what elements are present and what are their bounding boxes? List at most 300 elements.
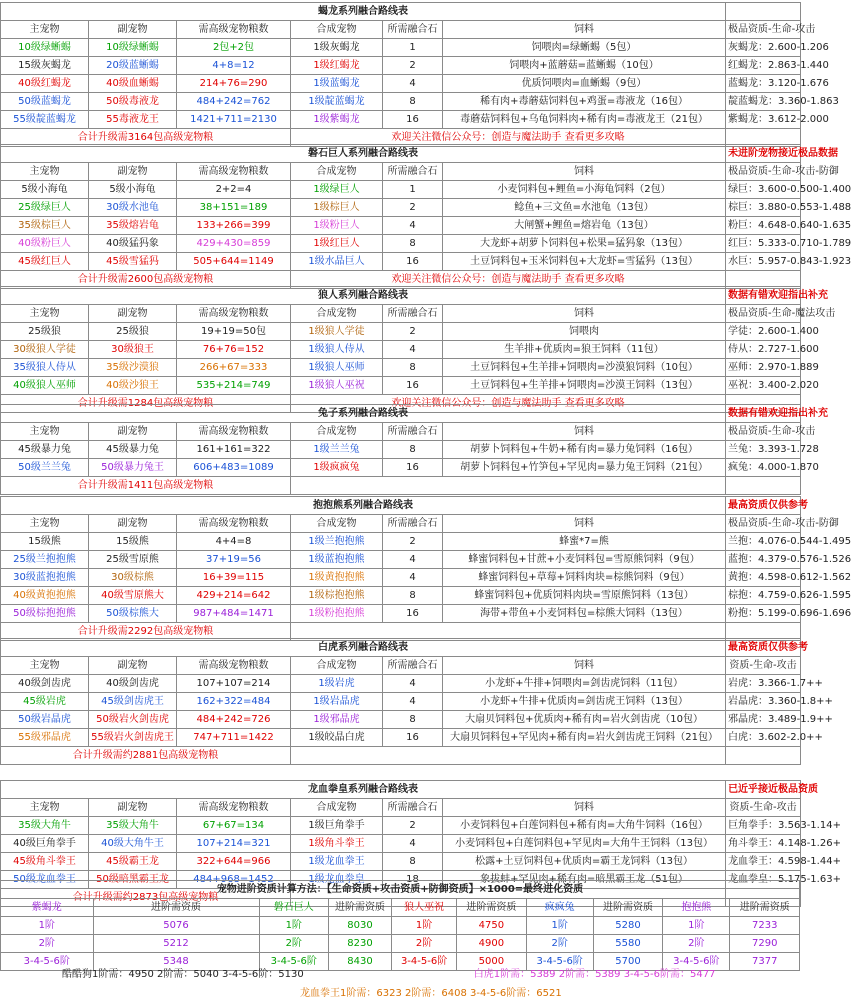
table-cell: 1级岩虎	[291, 675, 383, 693]
wechat-promo	[291, 477, 726, 495]
dragon-requirements-line	[0, 985, 800, 1002]
table-title: 兔子系列融合路线表	[1, 405, 726, 423]
table-cell	[726, 747, 801, 765]
column-header: 饲料	[443, 515, 726, 533]
advance-header-row	[1, 899, 800, 917]
column-header: 合成宠物	[291, 657, 383, 675]
table-cell: 小麦饲料包+白莲饲料包+罕见肉=大角牛王饲料（13包）	[443, 835, 726, 853]
stage-value: 5212	[93, 935, 259, 953]
table-cell: 429+214=642	[177, 587, 291, 605]
column-header: 需高级宠物粮数	[177, 515, 291, 533]
table-cell: 133+266=399	[177, 217, 291, 235]
table-cell: 1级岩晶虎	[291, 693, 383, 711]
table-cell: 粉抱：5.199-0.696-1.696	[726, 605, 801, 623]
table-cell: 兰抱：4.076-0.544-1.495	[726, 533, 801, 551]
column-header: 所需融合石	[383, 163, 443, 181]
table-cell: 水巨：5.957-0.843-1.923	[726, 253, 801, 271]
column-header: 饲料	[443, 799, 726, 817]
column-header: 主宠物	[1, 799, 89, 817]
stage-label: 1阶	[663, 917, 730, 935]
table-cell: 162+322=484	[177, 693, 291, 711]
table-cell: 1级狼人巫师	[291, 359, 383, 377]
table-cell: 1	[383, 181, 443, 199]
column-header: 副宠物	[89, 799, 177, 817]
column-header: 饲料	[443, 21, 726, 39]
table-cell: 40级大角牛王	[89, 835, 177, 853]
requirement-label: 进阶需资质	[593, 899, 662, 917]
table-cell: 巨角拳手：3.563-1.14+	[726, 817, 801, 835]
formula-text: 宠物进阶资质计算方法：【生命资质+攻击资质+防御资质】×1000=最终进化资质	[1, 881, 800, 899]
table-cell: 35级熔岩龟	[89, 217, 177, 235]
wechat-promo: 欢迎关注微信公众号：创造与魔法助手 查看更多攻略	[291, 129, 726, 147]
total-food-note: 合计升级需2292包高级宠物粮	[1, 623, 291, 641]
table-footer-row	[1, 747, 801, 765]
table-cell: 侍从：2.727-1.600	[726, 341, 801, 359]
table-cell: 1级疯疯兔	[291, 459, 383, 477]
column-header: 合成宠物	[291, 515, 383, 533]
total-food-note: 合计升级需2600包高级宠物粮	[1, 271, 291, 289]
stage-value: 5000	[457, 953, 526, 971]
stage-label: 2阶	[526, 935, 593, 953]
table-cell: 37+19=56	[177, 551, 291, 569]
dragon-requirements: 龙血拳王1阶需：6323 2阶需：6408 3-4-5-6阶需：6521	[300, 988, 562, 999]
side-note: 数据有错欢迎指出补充	[726, 405, 801, 423]
table-cell: 优质饲喂肉=血蜥蜴（9包）	[443, 75, 726, 93]
table-cell: 1级蓝抱抱熊	[291, 551, 383, 569]
table-cell: 土豆饲料包+生羊排+饲喂肉=沙漠狼饲料（10包）	[443, 359, 726, 377]
table-cell: 45级红巨人	[1, 253, 89, 271]
table-title-row	[1, 145, 801, 163]
column-header: 主宠物	[1, 423, 89, 441]
requirement-label: 进阶需资质	[328, 899, 391, 917]
table-cell: 25级雪原熊	[89, 551, 177, 569]
table-cell: 16	[383, 459, 443, 477]
side-note: 数据有错欢迎指出补充	[726, 287, 801, 305]
table-cell: 16	[383, 729, 443, 747]
side-note: 未进阶宠物接近极品数据	[726, 145, 801, 163]
table-row	[1, 217, 801, 235]
table-cell: 8	[383, 441, 443, 459]
table-row	[1, 693, 801, 711]
table-cell: 987+484=1471	[177, 605, 291, 623]
table-cell: 484+968=1452	[177, 871, 291, 889]
requirement-label: 进阶需资质	[93, 899, 259, 917]
table-cell: 棕巨：3.880-0.553-1.488	[726, 199, 801, 217]
table-cell: 4	[383, 217, 443, 235]
table-row	[1, 441, 801, 459]
formula-row	[1, 881, 800, 899]
table-cell: 40级猛犸象	[89, 235, 177, 253]
table-cell: 小麦饲料包+鲤鱼=小海龟饲料（2包）	[443, 181, 726, 199]
stage-label: 3-4-5-6阶	[1, 953, 94, 971]
table-cell: 8	[383, 359, 443, 377]
table-cell: 50级岩晶虎	[1, 711, 89, 729]
table-cell: 67+67=134	[177, 817, 291, 835]
table-cell: 40级黄抱抱熊	[1, 587, 89, 605]
table-cell: 巫祝：3.400-2.020	[726, 377, 801, 395]
table-cell: 黄抱：4.598-0.612-1.562	[726, 569, 801, 587]
table-cell: 1级水晶巨人	[291, 253, 383, 271]
table-row	[1, 359, 801, 377]
table-cell: 55级岩火剑齿虎王	[89, 729, 177, 747]
table-cell: 505+644=1149	[177, 253, 291, 271]
table-cell: 1级兰兰兔	[291, 441, 383, 459]
column-header: 主宠物	[1, 305, 89, 323]
table-cell: 8	[383, 711, 443, 729]
table-cell: 10级绿蜥蜴	[1, 39, 89, 57]
requirement-label: 进阶需资质	[730, 899, 800, 917]
fusion-route-table	[0, 404, 829, 495]
table-cell: 1421+711=2130	[177, 111, 291, 129]
table-cell: 绿巨：3.600-0.500-1.400	[726, 181, 801, 199]
table-cell: 大扇贝饲料包+罕见肉+稀有肉=岩火剑齿虎王饲料（21包）	[443, 729, 726, 747]
table-cell: 18	[383, 871, 443, 889]
column-header: 所需融合石	[383, 515, 443, 533]
table-row	[1, 605, 801, 623]
table-cell: 鲶鱼+三文鱼=水池龟（13包）	[443, 199, 726, 217]
column-header: 所需融合石	[383, 21, 443, 39]
table-cell: 4	[383, 693, 443, 711]
table-cell: 1级邪晶虎	[291, 711, 383, 729]
table-title: 蝎龙系列融合路线表	[1, 3, 726, 21]
table-cell: 30级棕熊	[89, 569, 177, 587]
table-row	[1, 235, 801, 253]
table-header-row	[1, 423, 801, 441]
table-cell: 1级棕抱抱熊	[291, 587, 383, 605]
table-cell: 4	[383, 569, 443, 587]
table-row	[1, 323, 801, 341]
table-cell: 土豆饲料包+玉米饲料包+大龙虾=雪猛犸（13包）	[443, 253, 726, 271]
table-cell: 747+711=1422	[177, 729, 291, 747]
table-title: 白虎系列融合路线表	[1, 639, 726, 657]
column-header: 饲料	[443, 305, 726, 323]
table-cell: 16	[383, 377, 443, 395]
table-title-row	[1, 781, 801, 799]
table-cell: 40级红蝎龙	[1, 75, 89, 93]
table-cell: 50级暗黑霸王龙	[89, 871, 177, 889]
table-cell: 45级角斗拳王	[1, 853, 89, 871]
table-cell: 粉巨：4.648-0.640-1.635	[726, 217, 801, 235]
table-cell: 4	[383, 341, 443, 359]
column-header: 主宠物	[1, 163, 89, 181]
table-cell: 50级兰兰兔	[1, 459, 89, 477]
table-cell: 棕抱：4.759-0.626-1.595	[726, 587, 801, 605]
column-header: 主宠物	[1, 21, 89, 39]
column-header: 极品资质-生命-攻击-防御	[726, 515, 801, 533]
table-cell: 40级巨角拳手	[1, 835, 89, 853]
table-cell: 1级棕巨人	[291, 199, 383, 217]
table-cell: 龙血拳皇：5.175-1.63+	[726, 871, 801, 889]
stage-value: 5580	[593, 935, 662, 953]
table-cell: 1级绿巨人	[291, 181, 383, 199]
table-cell: 岩虎：3.366-1.7++	[726, 675, 801, 693]
table-cell: 蜂蜜饲料包+草莓+饲料肉块=棕熊饲料（9包）	[443, 569, 726, 587]
pet-name: 紫蝎龙	[1, 899, 94, 917]
column-header: 饲料	[443, 657, 726, 675]
table-cell: 1级龙血拳王	[291, 853, 383, 871]
table-cell: 海带+带鱼+小麦饲料包=棕熊大饲料（13包）	[443, 605, 726, 623]
column-header: 需高级宠物粮数	[177, 657, 291, 675]
pet-name: 抱抱熊	[663, 899, 730, 917]
table-cell: 40级雪原熊大	[89, 587, 177, 605]
table-title: 龙血拳皇系列融合路线表	[1, 781, 726, 799]
table-cell: 45级雪猛犸	[89, 253, 177, 271]
table-cell: 蜂蜜饲料包+优质饲料肉块=雪原熊饲料（13包）	[443, 587, 726, 605]
stage-label: 1阶	[526, 917, 593, 935]
stage-value: 7377	[730, 953, 800, 971]
table-cell: 饲喂肉=绿蜥蜴（5包）	[443, 39, 726, 57]
table-cell: 2	[383, 817, 443, 835]
table-cell: 2	[383, 57, 443, 75]
column-header: 需高级宠物粮数	[177, 163, 291, 181]
column-header: 极品资质-生命-攻击	[726, 423, 801, 441]
table-cell: 1级兰抱抱熊	[291, 533, 383, 551]
fusion-route-table	[0, 144, 851, 289]
table-cell: 40级剑齿虎	[1, 675, 89, 693]
table-cell: 40级狼人巫师	[1, 377, 89, 395]
table-cell: 2包+2包	[177, 39, 291, 57]
fusion-route-table	[0, 286, 836, 413]
table-cell: 30级蓝抱抱熊	[1, 569, 89, 587]
table-cell: 50级龙血拳王	[1, 871, 89, 889]
table-cell: 2	[383, 199, 443, 217]
table-cell: 1级红蝎龙	[291, 57, 383, 75]
table-cell: 322+644=966	[177, 853, 291, 871]
stage-value: 5348	[93, 953, 259, 971]
column-header: 副宠物	[89, 163, 177, 181]
table-cell: 50级毒液龙	[89, 93, 177, 111]
column-header: 资质-生命-攻击	[726, 799, 801, 817]
table-cell: 松露+土豆饲料包+优质肉=霸王龙饲料（13包）	[443, 853, 726, 871]
table-cell: 429+430=859	[177, 235, 291, 253]
table-cell: 红蝎龙：2.863-1.440	[726, 57, 801, 75]
table-row	[1, 459, 801, 477]
stage-value: 5280	[593, 917, 662, 935]
fusion-route-table	[0, 496, 851, 641]
table-header-row	[1, 21, 801, 39]
table-cell: 蓝蝎龙：3.120-1.676	[726, 75, 801, 93]
table-cell: 1级狼人学徒	[291, 323, 383, 341]
table-header-row	[1, 799, 801, 817]
table-cell: 45级岩虎	[1, 693, 89, 711]
table-cell: 兰兔：3.393-1.728	[726, 441, 801, 459]
table-row	[1, 75, 801, 93]
table-cell: 大扇贝饲料包+优质肉+稀有肉=岩火剑齿虎（10包）	[443, 711, 726, 729]
table-cell: 角斗拳王：4.148-1.26+	[726, 835, 801, 853]
requirement-label: 进阶需资质	[457, 899, 526, 917]
advancement-table	[0, 880, 800, 971]
column-header: 合成宠物	[291, 163, 383, 181]
stage-label: 2阶	[259, 935, 328, 953]
total-food-note: 合计升级需3164包高级宠物粮	[1, 129, 291, 147]
table-cell: 30级狼人学徒	[1, 341, 89, 359]
table-title: 抱抱熊系列融合路线表	[1, 497, 726, 515]
table-cell: 4	[383, 675, 443, 693]
extra-requirements-line	[0, 966, 800, 983]
column-header: 合成宠物	[291, 305, 383, 323]
table-cell: 胡萝卜饲料包+牛奶+稀有肉=暴力兔饲料（16包）	[443, 441, 726, 459]
table-row	[1, 587, 801, 605]
table-title-row	[1, 3, 801, 21]
table-cell: 16	[383, 253, 443, 271]
stage-label: 1阶	[259, 917, 328, 935]
stage-label: 2阶	[1, 935, 94, 953]
table-cell: 10级绿蜥蜴	[89, 39, 177, 57]
table-cell: 20级蓝蜥蜴	[89, 57, 177, 75]
table-cell: 45级剑齿虎王	[89, 693, 177, 711]
stage-label: 3-4-5-6阶	[663, 953, 730, 971]
table-cell: 蓝抱：4.379-0.576-1.526	[726, 551, 801, 569]
table-cell: 1级黄抱抱熊	[291, 569, 383, 587]
table-cell: 4	[383, 835, 443, 853]
table-row	[1, 729, 801, 747]
column-header: 副宠物	[89, 21, 177, 39]
table-cell: 大闸蟹+鲤鱼=熔岩龟（13包）	[443, 217, 726, 235]
table-cell: 毒蘑菇饲料包+乌龟饲料肉+稀有肉=毒液龙王（21包）	[443, 111, 726, 129]
table-cell: 龙血拳王：4.598-1.44+	[726, 853, 801, 871]
column-header: 极品资质-生命-攻击	[726, 21, 801, 39]
table-cell: 40级沙狼王	[89, 377, 177, 395]
table-cell: 1级紫蝎龙	[291, 111, 383, 129]
table-row	[1, 253, 801, 271]
table-row	[1, 111, 801, 129]
side-note: 最高资质仅供参考	[726, 639, 801, 657]
table-row	[1, 181, 801, 199]
table-cell: 15级熊	[1, 533, 89, 551]
table-header-row	[1, 305, 801, 323]
column-header: 主宠物	[1, 515, 89, 533]
table-cell: 1	[383, 39, 443, 57]
tiger-requirements: 白虎1阶需：5389 2阶需：5389 3-4-5-6阶需：5477	[473, 969, 716, 980]
column-header: 所需融合石	[383, 799, 443, 817]
table-cell: 大龙虾+胡萝卜饲料包+松果=猛犸象（13包）	[443, 235, 726, 253]
table-row	[1, 39, 801, 57]
stage-value: 7233	[730, 917, 800, 935]
table-title: 狼人系列融合路线表	[1, 287, 726, 305]
table-cell: 1级巨角拳手	[291, 817, 383, 835]
table-header-row	[1, 163, 801, 181]
table-cell: 50级暴力兔王	[89, 459, 177, 477]
stage-label: 2阶	[663, 935, 730, 953]
table-row	[1, 569, 801, 587]
table-footer-row	[1, 477, 801, 495]
column-header: 主宠物	[1, 657, 89, 675]
table-cell: 16	[383, 111, 443, 129]
table-cell: 40级剑齿虎	[89, 675, 177, 693]
table-title-row	[1, 287, 801, 305]
stage-value: 8430	[328, 953, 391, 971]
table-row	[1, 853, 801, 871]
table-cell: 25级绿巨人	[1, 199, 89, 217]
table-cell: 107+214=321	[177, 835, 291, 853]
total-food-note: 合计升级需1411包高级宠物粮	[1, 477, 291, 495]
fusion-route-table	[0, 2, 839, 147]
table-cell: 2+2=4	[177, 181, 291, 199]
table-cell: 50级棕熊大	[89, 605, 177, 623]
wechat-promo: 欢迎关注微信公众号：创造与魔法助手 查看更多攻略	[291, 271, 726, 289]
stage-value: 5076	[93, 917, 259, 935]
table-row	[1, 199, 801, 217]
table-title-row	[1, 405, 801, 423]
table-cell: 55级靛蓝蝎龙	[1, 111, 89, 129]
table-row	[1, 533, 801, 551]
column-header: 副宠物	[89, 423, 177, 441]
table-cell: 76+76=152	[177, 341, 291, 359]
table-cell: 45级霸王龙	[89, 853, 177, 871]
table-cell: 2	[383, 323, 443, 341]
table-cell: 606+483=1089	[177, 459, 291, 477]
table-cell: 30级狼王	[89, 341, 177, 359]
table-cell: 1级狼人巫祝	[291, 377, 383, 395]
table-cell: 邪晶虎：3.489-1.9++	[726, 711, 801, 729]
table-cell: 55毒液龙王	[89, 111, 177, 129]
table-header-row	[1, 515, 801, 533]
table-cell: 50级蓝蝎龙	[1, 93, 89, 111]
table-cell: 靛蓝蝎龙：3.360-1.863	[726, 93, 801, 111]
column-header: 极品资质-生命-魔法攻击	[726, 305, 801, 323]
table-row	[1, 93, 801, 111]
table-cell: 小龙虾+牛排+饲喂肉=剑齿虎饲料（11包）	[443, 675, 726, 693]
table-cell: 16	[383, 605, 443, 623]
table-cell: 紫蝎龙：3.612-2.000	[726, 111, 801, 129]
table-cell: 蜂蜜*7=熊	[443, 533, 726, 551]
table-row	[1, 57, 801, 75]
table-cell: 30级水池龟	[89, 199, 177, 217]
table-cell: 小麦饲料包+白莲饲料包+稀有肉=大角牛饲料（16包）	[443, 817, 726, 835]
stage-label: 1阶	[392, 917, 457, 935]
table-cell: 象拔蚌+罕见肉+稀有肉=暗黑霸王龙（51包）	[443, 871, 726, 889]
wechat-promo	[291, 747, 726, 765]
column-header: 需高级宠物粮数	[177, 799, 291, 817]
stage-value: 7290	[730, 935, 800, 953]
table-cell: 1级皎晶白虎	[291, 729, 383, 747]
stage-label: 3-4-5-6阶	[392, 953, 457, 971]
table-cell: 8	[383, 235, 443, 253]
table-title-row	[1, 497, 801, 515]
table-cell: 40级粉巨人	[1, 235, 89, 253]
table-cell: 小龙虾+牛排+优质肉=剑齿虎王饲料（13包）	[443, 693, 726, 711]
table-cell: 红巨：5.333-0.710-1.789	[726, 235, 801, 253]
table-cell: 1级粉抱抱熊	[291, 605, 383, 623]
table-cell: 4+8=12	[177, 57, 291, 75]
table-cell: 1级狼人侍从	[291, 341, 383, 359]
table-cell: 5级小海龟	[89, 181, 177, 199]
stage-label: 3-4-5-6阶	[259, 953, 328, 971]
column-header: 合成宠物	[291, 423, 383, 441]
table-cell: 19+19=50包	[177, 323, 291, 341]
column-header: 所需融合石	[383, 423, 443, 441]
total-food-note: 合计升级需约2873包高级宠物粮	[1, 889, 291, 907]
table-cell: 8	[383, 587, 443, 605]
column-header: 需高级宠物粮数	[177, 21, 291, 39]
column-header: 副宠物	[89, 515, 177, 533]
table-cell	[726, 477, 801, 495]
pet-name: 磐石巨人	[259, 899, 328, 917]
table-cell: 266+67=333	[177, 359, 291, 377]
column-header: 饲料	[443, 423, 726, 441]
table-row	[1, 675, 801, 693]
table-cell: 8	[383, 853, 443, 871]
column-header: 副宠物	[89, 657, 177, 675]
column-header: 需高级宠物粮数	[177, 305, 291, 323]
table-cell: 35级沙漠狼	[89, 359, 177, 377]
table-row	[1, 377, 801, 395]
table-cell: 4+4=8	[177, 533, 291, 551]
table-cell: 4	[383, 551, 443, 569]
table-cell: 535+214=749	[177, 377, 291, 395]
wechat-promo: 欢迎关注微信公众号：创造与魔法助手 查看更多攻略	[291, 395, 726, 413]
table-cell: 40级血蜥蜴	[89, 75, 177, 93]
